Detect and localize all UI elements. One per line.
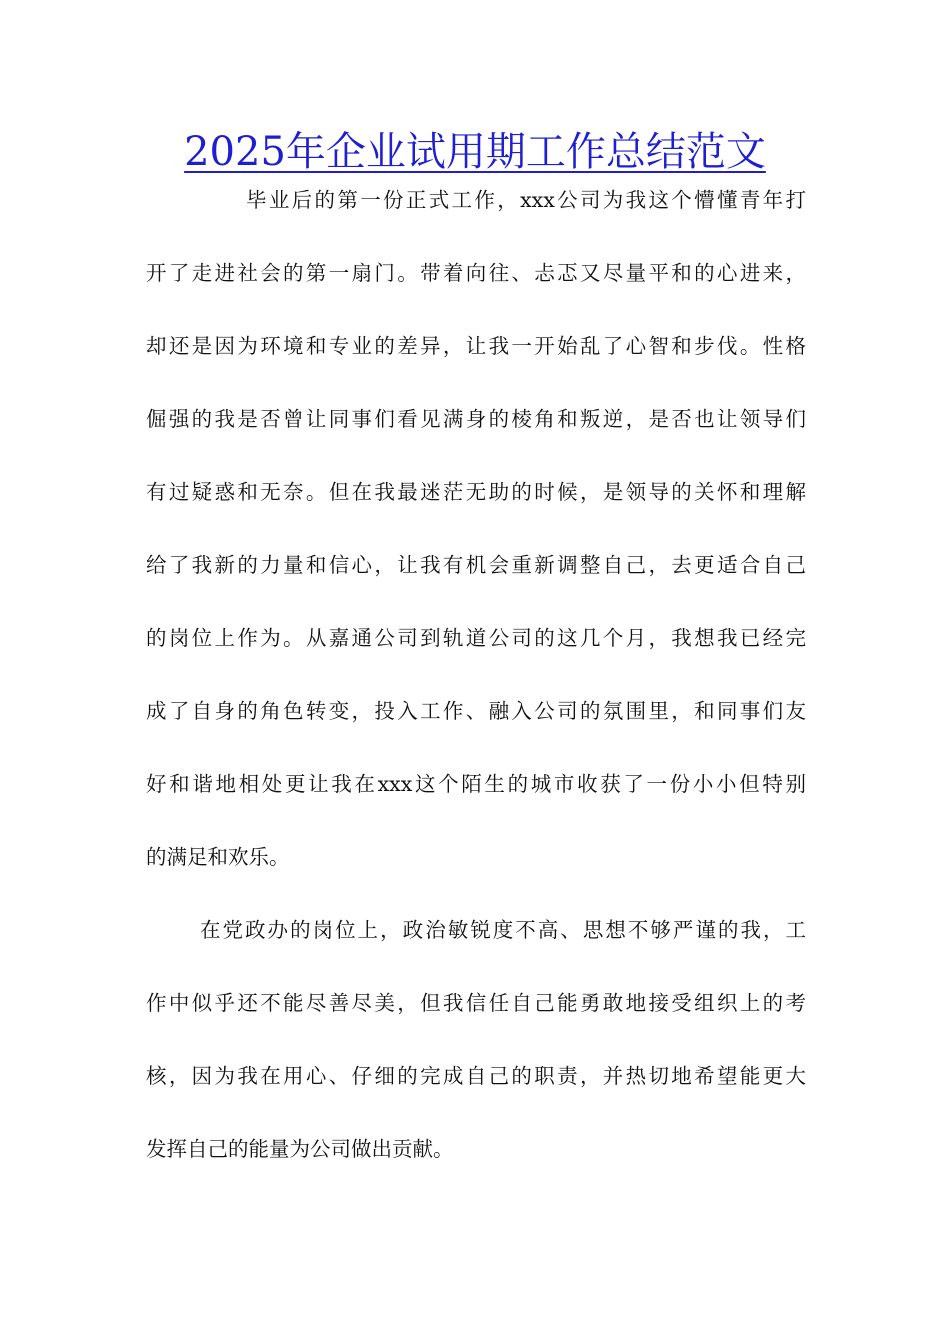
paragraph-1-line-4: 倔强的我是否曾让同事们看见满身的棱角和叛逆，是否也让领导们 <box>146 407 806 431</box>
paragraph-1-line-9: 好和谐地相处更让我在xxx这个陌生的城市收获了一份小小但特别 <box>146 772 806 796</box>
document-title: 2025年企业试用期工作总结范文 <box>184 129 766 175</box>
paragraph-1-line-3: 却还是因为环境和专业的差异，让我一开始乱了心智和步伐。性格 <box>146 334 806 358</box>
paragraph-1-line-5: 有过疑惑和无奈。但在我最迷茫无助的时候，是领导的关怀和理解 <box>146 480 806 504</box>
paragraph-1-line-6: 给了我新的力量和信心，让我有机会重新调整自己，去更适合自己 <box>146 553 806 577</box>
paragraph-1-line-7: 的岗位上作为。从嘉通公司到轨道公司的这几个月，我想我已经完 <box>146 626 806 650</box>
paragraph-1-line-8: 成了自身的角色转变，投入工作、融入公司的氛围里，和同事们友 <box>146 699 806 723</box>
paragraph-1-line-10: 的满足和欢乐。 <box>146 845 290 869</box>
paragraph-1-line-2: 开了走进社会的第一扇门。带着向往、忐忑又尽量平和的心进来， <box>146 261 806 285</box>
paragraph-1-line-1: 毕业后的第一份正式工作，xxx公司为我这个懵懂青年打 <box>246 188 806 212</box>
paragraph-2-line-2: 作中似乎还不能尽善尽美，但我信任自己能勇敢地接受组织上的考 <box>146 991 806 1015</box>
paragraph-2-line-3: 核，因为我在用心、仔细的完成自己的职责，并热切地希望能更大 <box>146 1064 806 1088</box>
paragraph-2-line-4: 发挥自己的能量为公司做出贡献。 <box>146 1137 454 1161</box>
paragraph-2-line-1: 在党政办的岗位上，政治敏锐度不高、思想不够严谨的我，工 <box>200 918 806 942</box>
